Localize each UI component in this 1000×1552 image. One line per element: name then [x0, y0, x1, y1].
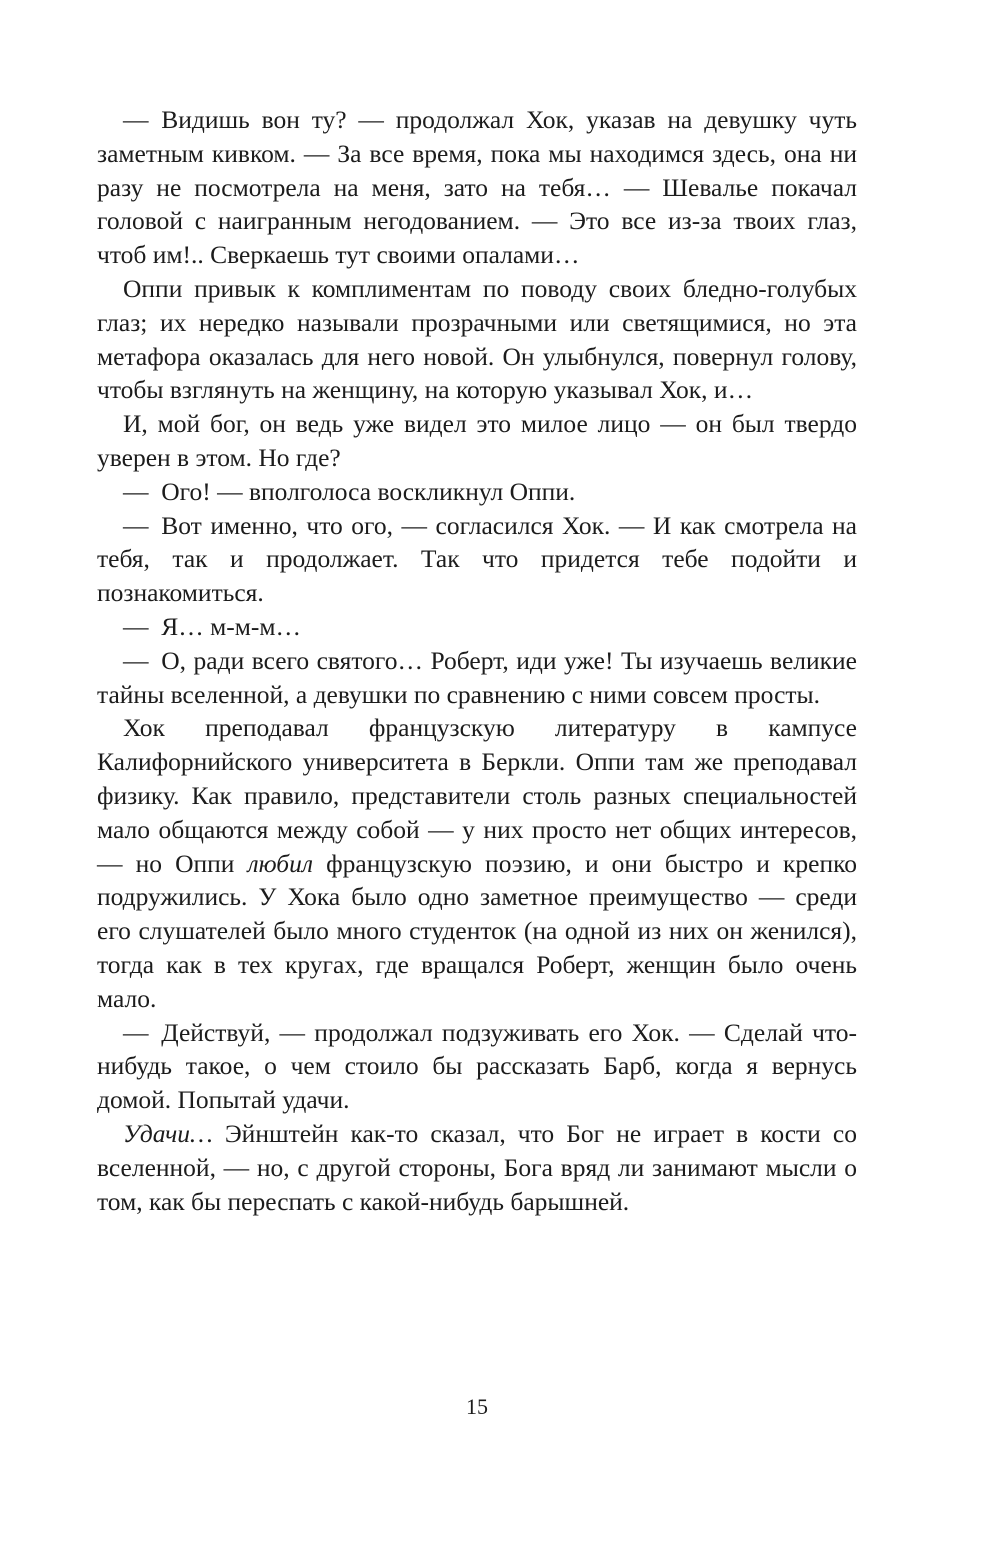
page-text-block — [97, 103, 857, 1218]
paragraph — [97, 407, 857, 475]
paragraph — [97, 711, 857, 1015]
paragraph — [97, 644, 857, 712]
body-text: — Видишь вон ту? — продолжал Хок, указав на девушку чуть заметным кивком. — За все время, пока мы находимся здесь, она ни разу не посмотрела на меня, зато на тебя… — Шевалье покачал головой с наигранным негодованием. — Это все из-за твоих глаз, чтоб им!.. Сверкаешь тут своими опалами… — [97, 105, 857, 270]
paragraph — [97, 272, 857, 407]
paragraph — [97, 509, 857, 610]
body-text: — Я… м-м-м… — [123, 611, 302, 641]
page-number: 15 — [466, 1394, 488, 1419]
body-text: Оппи привык к комплиментам по поводу своих бледно-голубых глаз; их нередко называли прозрачными или светящимися, но эта метафора оказалась для него новой. Он улыбнулся, повернул голову, чтобы взглянуть на женщину, на которую указывал Хок, и… — [97, 273, 857, 405]
body-text: французскую поэзию, и они быстро и крепко подружились. У Хока было одно заметное преимущество — среди его слушателей было много студенток (на одной из них он женился), тогда как в тех кругах, где вращался Роберт, женщин было очень мало. — [97, 848, 857, 1013]
paragraph — [97, 103, 857, 272]
emphasized-text: любил — [247, 848, 314, 878]
body-text: — Действуй, — продолжал подзуживать его Хок. — Сделай что-нибудь такое, о чем стоило бы рассказать Барб, когда я вернусь домой. Попытай удачи. — [97, 1017, 857, 1115]
paragraph — [97, 1117, 857, 1218]
emphasized-text: Удачи… — [123, 1118, 213, 1148]
body-text: — Вот именно, что ого, — согласился Хок. — И как смотрела на тебя, так и продолжает. Так что придется тебе подойти и познакомиться. — [97, 510, 857, 608]
body-text: Хок преподавал французскую литературу в кампусе Калифорнийского университета в Беркли. Оппи там же преподавал физику. Как правило, представители столь разных специальностей мало общаются между собой — у них просто нет общих интересов, — но Оппи — [97, 713, 857, 878]
paragraph — [97, 1016, 857, 1117]
paragraph — [97, 610, 857, 644]
body-text: Эйнштейн как-то сказал, что Бог не играет в кости со вселенной, — но, с другой стороны, Бога вряд ли занимают мысли о том, как бы переспать с какой-нибудь барышней. — [97, 1118, 857, 1216]
body-text: — О, ради всего святого… Роберт, иди уже! Ты изучаешь великие тайны вселенной, а девушки по сравнению с ними совсем просты. — [97, 645, 857, 709]
body-text: И, мой бог, он ведь уже видел это милое лицо — он был твердо уверен в этом. Но где? — [97, 409, 857, 472]
paragraph — [97, 475, 857, 509]
body-text: — Ого! — вполголоса воскликнул Оппи. — [123, 476, 576, 506]
